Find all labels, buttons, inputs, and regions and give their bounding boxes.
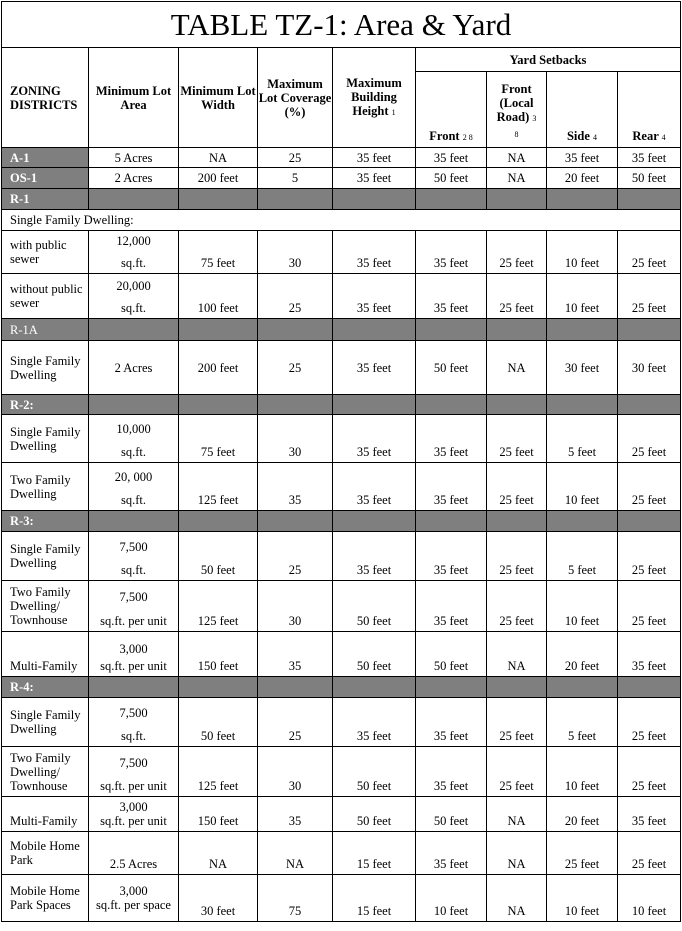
use-label: with public sewer [2,231,89,274]
cell: 100 feet [179,274,258,319]
cell: 15 feet [333,832,416,875]
cell: 25 feet [487,231,547,274]
cell: 10 feet [547,463,618,511]
cell: 25 [258,532,333,581]
cell: NA [258,832,333,875]
cell: NA [487,797,547,832]
cell: 25 feet [487,532,547,581]
cell: 35 feet [416,463,487,511]
cell: 25 feet [618,415,681,463]
area-value: 3,000 [119,884,148,898]
cell: 35 feet [416,698,487,747]
footnote-front: 2 8 [462,133,473,142]
header-side [547,72,618,148]
table-row [2,747,681,797]
section-label: Single Family Dwelling: [2,210,681,231]
district-label: R-3: [2,511,89,532]
table-row [2,274,681,319]
use-label: Mobile Home Park Spaces [2,875,89,922]
cell: 35 feet [416,415,487,463]
header-yard-setbacks: Yard Setbacks [416,48,681,72]
area-unit: sq.ft. per space [96,898,171,912]
cell: 25 feet [487,463,547,511]
cell: 30 feet [618,341,681,395]
lot-area-cell [89,747,179,797]
cell: 25 feet [618,274,681,319]
footnote-1: 1 [391,107,396,117]
cell: 150 feet [179,632,258,677]
cell: NA [487,832,547,875]
header-rear-label: Rear [632,129,659,143]
cell: 25 feet [618,231,681,274]
district-band [2,189,681,210]
cell: 25 [258,341,333,395]
cell: 35 feet [333,698,416,747]
cell: 50 feet [179,532,258,581]
cell: 25 feet [547,832,618,875]
cell: 35 feet [618,797,681,832]
header-min-lot-width: Minimum Lot Width [179,48,258,148]
cell: 30 [258,415,333,463]
area-value: 7,500 [119,756,148,770]
lot-area-cell [89,797,179,832]
lot-area-cell [89,415,179,463]
district-band [2,395,681,415]
table-row [2,698,681,747]
use-label: Single Family Dwelling [2,415,89,463]
footnote-8: 8 [514,130,519,139]
cell: 5 feet [547,532,618,581]
use-label: Mobile Home Park [2,832,89,875]
area-value: 7,500 [119,590,148,604]
cell: 35 feet [416,148,487,168]
table-row [2,463,681,511]
cell: 25 feet [487,274,547,319]
area-unit: sq.ft. per unit [100,614,167,628]
area-value: 20, 000 [114,470,153,484]
area-unit: sq.ft. [121,563,146,577]
area-unit: sq.ft. per unit [100,779,167,793]
cell: 200 feet [179,341,258,395]
cell: 25 feet [618,832,681,875]
use-label: Two Family Dwelling [2,463,89,511]
district-label: R-1 [2,189,89,210]
area-unit: sq.ft. per unit [100,659,167,673]
header-front-local-label: Front (Local Road) [496,82,534,124]
header-rear [618,72,681,148]
use-label: Single Family Dwelling [2,341,89,395]
cell: 25 feet [487,698,547,747]
table-row [2,832,681,875]
cell: 50 feet [333,797,416,832]
cell: NA [487,148,547,168]
cell: 50 feet [333,581,416,632]
cell: 25 feet [618,463,681,511]
cell: 25 [258,698,333,747]
area-unit: sq.ft. [121,445,146,459]
table-title: TABLE TZ-1: Area & Yard [2,2,681,48]
area-value: 20,000 [116,279,151,293]
cell: 50 feet [333,747,416,797]
table-row [2,632,681,677]
table-row [2,415,681,463]
cell: 2 Acres [89,341,179,395]
cell: 50 feet [416,632,487,677]
header-max-building-height [333,48,416,148]
use-label: Single Family Dwelling [2,532,89,581]
cell: NA [179,148,258,168]
area-unit: sq.ft. [121,493,146,507]
district-label: R-4: [2,677,89,698]
cell: 50 feet [416,168,487,189]
area-value: 12,000 [116,234,151,248]
cell: 50 feet [179,698,258,747]
cell: 5 feet [547,698,618,747]
lot-area-cell [89,463,179,511]
cell: 30 feet [179,875,258,922]
cell: 75 feet [179,415,258,463]
cell: 35 [258,632,333,677]
table-row [2,341,681,395]
cell: 35 feet [416,581,487,632]
cell: 35 feet [333,231,416,274]
cell: 2 Acres [89,168,179,189]
cell: 5 feet [547,415,618,463]
footnote-side: 4 [593,133,598,142]
section-row [2,210,681,231]
header-zoning: ZONING DISTRICTS [2,48,89,148]
cell: 35 feet [416,532,487,581]
lot-area-cell [89,532,179,581]
cell: 10 feet [416,875,487,922]
area-value: 3,000 [119,800,148,814]
cell: 5 [258,168,333,189]
header-front-label: Front [429,129,460,143]
footnote-3: 3 [532,114,537,123]
cell: 10 feet [547,274,618,319]
cell: 30 [258,581,333,632]
cell: 30 [258,231,333,274]
cell: 25 feet [618,698,681,747]
cell: 50 feet [416,797,487,832]
cell: 10 feet [547,581,618,632]
cell: 35 [258,797,333,832]
cell: 30 [258,747,333,797]
cell: 10 feet [547,231,618,274]
header-min-lot-area: Minimum Lot Area [89,48,179,148]
cell: 35 feet [618,148,681,168]
use-label: Two Family Dwelling/ Townhouse [2,747,89,797]
use-label: Two Family Dwelling/ Townhouse [2,581,89,632]
cell: 25 feet [487,415,547,463]
cell: 15 feet [333,875,416,922]
table-row [2,168,681,189]
table-row [2,148,681,168]
cell: 35 feet [333,415,416,463]
header-front-local [487,72,547,148]
cell: 35 feet [416,231,487,274]
header-max-lot-coverage: Maximum Lot Coverage (%) [258,48,333,148]
use-label: Single Family Dwelling [2,698,89,747]
table-row [2,797,681,832]
footnote-rear: 4 [661,133,666,142]
cell: 125 feet [179,581,258,632]
lot-area-cell [89,231,179,274]
cell: 35 feet [416,274,487,319]
cell: 200 feet [179,168,258,189]
cell: NA [487,875,547,922]
cell: 10 feet [547,875,618,922]
use-label: Multi-Family [2,632,89,677]
cell: 10 feet [547,747,618,797]
district-label: OS-1 [2,168,89,189]
cell: NA [487,341,547,395]
lot-area-cell [89,632,179,677]
district-label: R-1A [2,319,89,341]
district-label: R-2: [2,395,89,415]
cell: 35 feet [333,274,416,319]
cell: 125 feet [179,747,258,797]
area-value: 7,500 [119,706,148,720]
cell: 30 feet [547,341,618,395]
cell: 35 feet [416,832,487,875]
cell: NA [487,168,547,189]
cell: 35 feet [333,341,416,395]
cell: 50 feet [333,632,416,677]
cell: 35 feet [618,632,681,677]
cell: 35 feet [333,148,416,168]
cell: 25 feet [618,747,681,797]
lot-area-cell [89,698,179,747]
header-side-label: Side [566,129,590,143]
cell: 35 feet [333,463,416,511]
header-front [416,72,487,148]
cell: 20 feet [547,797,618,832]
cell: 25 [258,148,333,168]
cell: 2.5 Acres [89,832,179,875]
cell: 35 [258,463,333,511]
lot-area-cell [89,274,179,319]
area-yard-table [1,1,681,922]
cell: 75 [258,875,333,922]
district-band [2,319,681,341]
table-row [2,231,681,274]
area-value: 3,000 [119,642,148,656]
cell: 25 feet [487,747,547,797]
table-row [2,875,681,922]
cell: 25 feet [618,532,681,581]
cell: 35 feet [547,148,618,168]
area-unit: sq.ft. [121,301,146,315]
cell: 35 feet [333,532,416,581]
lot-area-cell [89,581,179,632]
cell: 5 Acres [89,148,179,168]
cell: 25 feet [487,581,547,632]
area-unit: sq.ft. per unit [100,814,167,828]
cell: 75 feet [179,231,258,274]
header-max-building-height-label: Maximum Building Height [346,75,402,118]
area-value: 10,000 [116,422,151,436]
district-label: A-1 [2,148,89,168]
table-row [2,532,681,581]
area-value: 7,500 [119,540,148,554]
table-row [2,581,681,632]
district-band [2,511,681,532]
cell: 25 feet [618,581,681,632]
cell: NA [487,632,547,677]
use-label: Multi-Family [2,797,89,832]
cell: 10 feet [618,875,681,922]
cell: 50 feet [416,341,487,395]
cell: 20 feet [547,632,618,677]
cell: 35 feet [416,747,487,797]
cell: 150 feet [179,797,258,832]
area-unit: sq.ft. [121,729,146,743]
lot-area-cell [89,875,179,922]
district-band [2,677,681,698]
cell: 20 feet [547,168,618,189]
cell: 25 [258,274,333,319]
area-unit: sq.ft. [121,256,146,270]
cell: 125 feet [179,463,258,511]
cell: 50 feet [618,168,681,189]
cell: NA [179,832,258,875]
use-label: without public sewer [2,274,89,319]
cell: 35 feet [333,168,416,189]
